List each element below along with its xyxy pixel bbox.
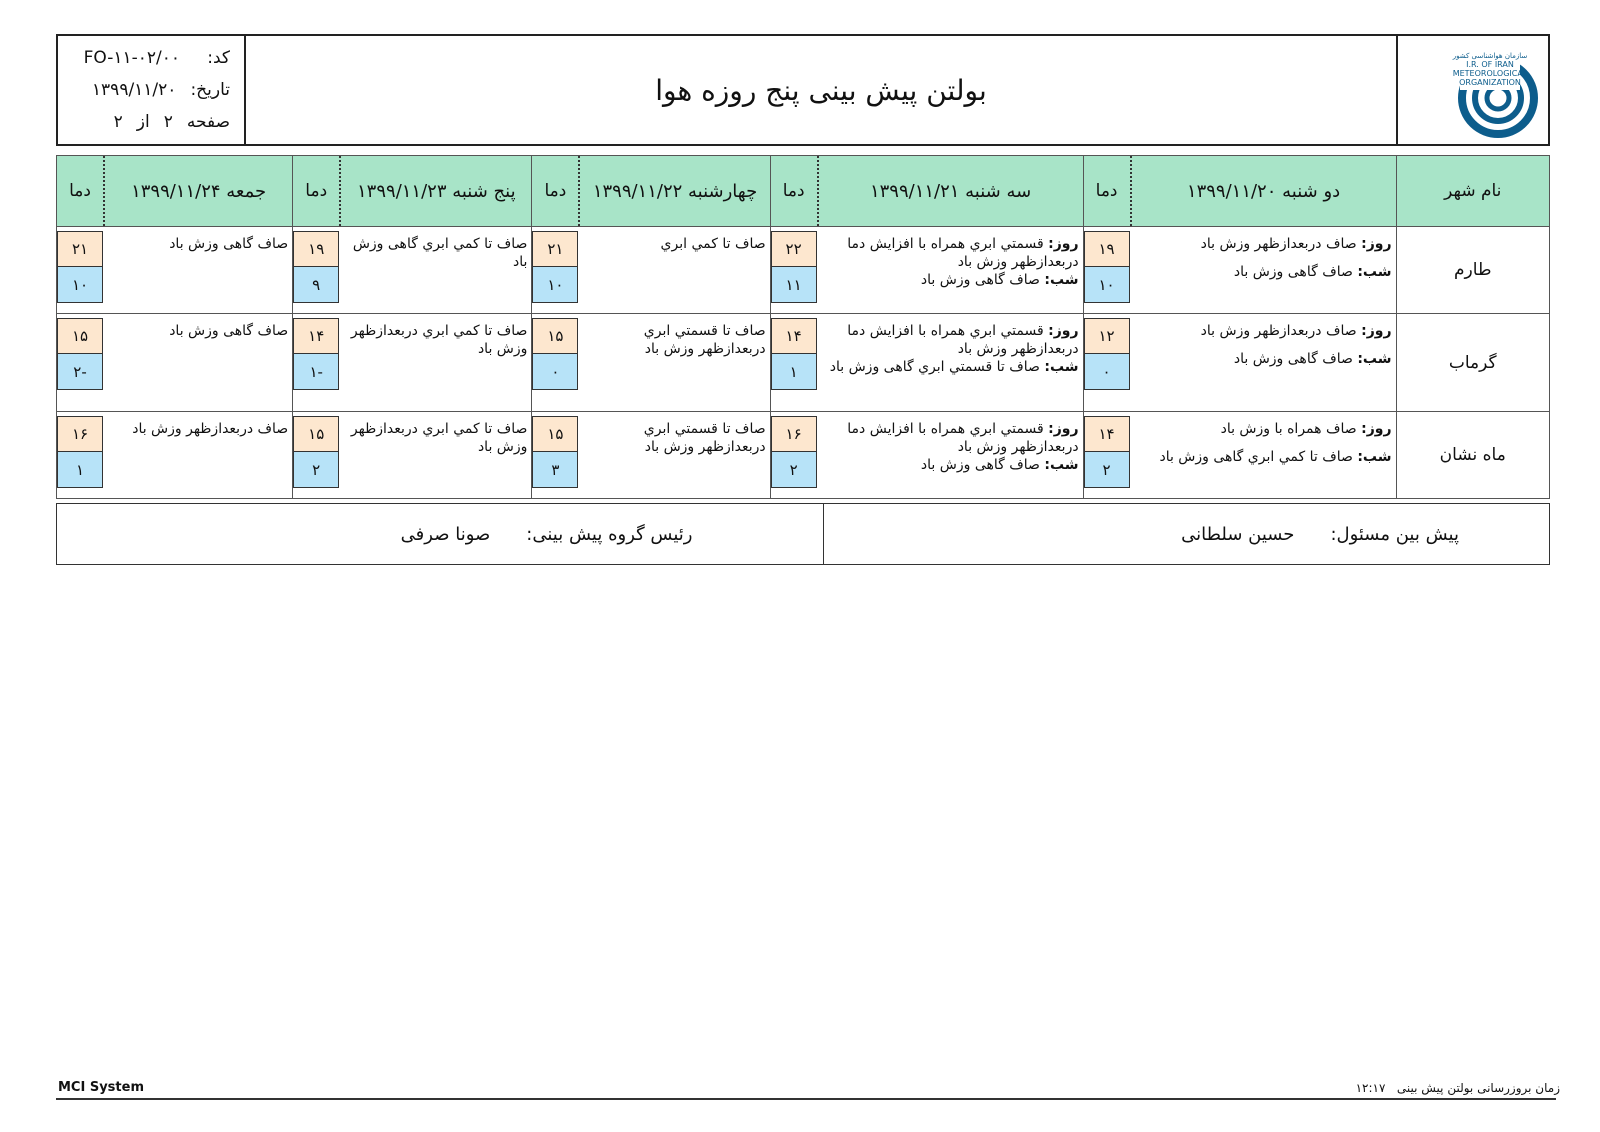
night-label: شب:	[1044, 359, 1079, 375]
forecast-cell	[770, 412, 1083, 498]
temperature-box	[57, 412, 103, 498]
forecast-cell	[292, 314, 531, 411]
temperature-box	[293, 412, 339, 498]
forecast-text	[817, 227, 1083, 313]
night-label: شب:	[1357, 351, 1392, 367]
temperature-box	[771, 314, 817, 411]
min-temp: ۰	[532, 354, 578, 390]
temp-header: دما	[771, 156, 819, 226]
temperature-box	[293, 227, 339, 313]
forecast-text: صاف تا كمي ابري دربعدازظهر وزش باد	[350, 323, 528, 357]
day-forecast: قسمتي ابري همراه با افزايش دما دربعدازظهر وزش باد	[847, 421, 1079, 455]
forecast-cell	[1083, 412, 1396, 498]
temp-header: دما	[293, 156, 341, 226]
temperature-box	[532, 412, 578, 498]
max-temp: ۲۲	[771, 231, 817, 267]
code-row	[58, 42, 230, 74]
day-label: روز:	[1048, 236, 1079, 252]
bulletin-header	[56, 34, 1550, 146]
day-label: روز:	[1048, 421, 1079, 437]
forecast-text: صاف تا كمي ابري گاهی وزش باد	[352, 236, 528, 270]
forecast-cell	[57, 314, 292, 411]
min-temp: ۱۰	[57, 267, 103, 303]
day-date: دو شنبه ۱۳۹۹/۱۱/۲۰	[1186, 180, 1341, 202]
night-forecast: صاف گاهی وزش باد	[1233, 351, 1353, 367]
day-forecast: صاف دربعدازظهر وزش باد	[1200, 323, 1357, 339]
table-row	[57, 412, 1549, 498]
forecast-cell	[531, 314, 769, 411]
min-temp: ۱۰	[1084, 267, 1130, 303]
footer-divider	[56, 1098, 1556, 1100]
city-name: گرماب	[1396, 314, 1549, 411]
forecast-cell	[1083, 227, 1396, 313]
temperature-box	[1084, 412, 1130, 498]
night-label: شب:	[1044, 457, 1079, 473]
night-forecast: صاف گاهی وزش باد	[920, 457, 1040, 473]
temperature-box	[57, 227, 103, 313]
max-temp: ۱۵	[532, 318, 578, 354]
max-temp: ۱۴	[293, 318, 339, 354]
forecast-text	[817, 314, 1083, 411]
temperature-box	[771, 412, 817, 498]
temperature-box	[771, 227, 817, 313]
forecaster-name: حسين سلطانی	[1181, 523, 1295, 545]
max-temp: ۱۲	[1084, 318, 1130, 354]
page-row	[58, 106, 230, 138]
forecast-text: صاف تا كمي ابري	[660, 236, 766, 252]
min-temp: ۱۱	[771, 267, 817, 303]
min-temp: -۲	[57, 354, 103, 390]
page-label: صفحه	[186, 112, 230, 132]
max-temp: ۲۱	[532, 231, 578, 267]
max-temp: ۱۶	[771, 416, 817, 452]
day-forecast: صاف دربعدازظهر وزش باد	[1200, 236, 1357, 252]
day-column-header	[57, 156, 292, 226]
temp-header: دما	[57, 156, 105, 226]
update-label: زمان بروزرسانی بولتن پیش بینی	[1396, 1081, 1560, 1095]
forecast-text: صاف تا قسمتي ابري دربعدازظهر وزش باد	[643, 323, 766, 357]
night-label: شب:	[1357, 264, 1392, 280]
forecast-cell	[770, 227, 1083, 313]
forecast-cell	[57, 227, 292, 313]
table-row	[57, 314, 1549, 412]
temperature-box	[1084, 227, 1130, 313]
forecast-text: صاف تا قسمتي ابري دربعدازظهر وزش باد	[643, 421, 766, 455]
min-temp: -۱	[293, 354, 339, 390]
night-forecast: صاف تا كمي ابري گاهی وزش باد	[1159, 449, 1353, 465]
code-label: کد:	[207, 48, 230, 68]
temp-header: دما	[1084, 156, 1132, 226]
day-column-header	[292, 156, 531, 226]
forecast-cell	[531, 412, 769, 498]
night-label: شب:	[1044, 272, 1079, 288]
forecast-cell	[770, 314, 1083, 411]
min-temp: ۱۰	[532, 267, 578, 303]
forecast-text	[1130, 227, 1396, 313]
date-value: ۱۳۹۹/۱۱/۲۰	[91, 80, 177, 100]
temperature-box	[532, 314, 578, 411]
night-label: شب:	[1357, 449, 1392, 465]
city-name: طارم	[1396, 227, 1549, 313]
forecast-text: صاف گاهی وزش باد	[169, 323, 289, 339]
forecast-text	[1130, 412, 1396, 498]
date-row	[58, 74, 230, 106]
max-temp: ۱۹	[293, 231, 339, 267]
night-forecast: صاف تا قسمتي ابري گاهی وزش باد	[829, 359, 1040, 375]
code-value: FO-۱۱-۰۲/۰۰	[83, 48, 180, 68]
max-temp: ۱۴	[771, 318, 817, 354]
temp-header: دما	[532, 156, 580, 226]
day-date: سه شنبه ۱۳۹۹/۱۱/۲۱	[869, 180, 1032, 202]
forecast-text: صاف دربعدازظهر وزش باد	[132, 421, 289, 437]
head-signature	[57, 504, 823, 564]
meteorological-logo-icon	[1402, 36, 1548, 144]
page-current: ۲	[163, 112, 173, 132]
temperature-box	[57, 314, 103, 411]
table-header-row	[57, 156, 1549, 227]
head-label: رئیس گروه پیش بینی:	[526, 523, 693, 545]
system-name: MCI System	[58, 1080, 144, 1095]
min-temp: ۲	[771, 452, 817, 488]
date-label: تاریخ:	[190, 80, 230, 100]
max-temp: ۲۱	[57, 231, 103, 267]
update-info	[1356, 1081, 1560, 1095]
head-name: صونا صرفی	[400, 523, 491, 545]
day-label: روز:	[1361, 323, 1392, 339]
min-temp: ۹	[293, 267, 339, 303]
logo-text-2: METEOROLOGICAL	[1452, 69, 1528, 78]
forecast-cell	[1083, 314, 1396, 411]
day-label: روز:	[1048, 323, 1079, 339]
forecast-text	[817, 412, 1083, 498]
day-forecast: صاف همراه با وزش باد	[1220, 421, 1357, 437]
organization-logo	[1396, 36, 1548, 144]
logo-text-3: ORGANIZATION	[1459, 78, 1521, 87]
forecast-cell	[57, 412, 292, 498]
forecast-cell	[292, 412, 531, 498]
day-label: روز:	[1361, 421, 1392, 437]
forecast-table	[56, 155, 1550, 499]
forecast-cell	[531, 227, 769, 313]
min-temp: ۱	[57, 452, 103, 488]
night-forecast: صاف گاهی وزش باد	[1233, 264, 1353, 280]
max-temp: ۱۵	[532, 416, 578, 452]
day-column-header	[770, 156, 1083, 226]
forecast-text: صاف گاهی وزش باد	[169, 236, 289, 252]
day-column-header	[1083, 156, 1396, 226]
signature-box	[56, 503, 1550, 565]
page-title: بولتن پیش بینی پنج روزه هوا	[244, 36, 1396, 144]
max-temp: ۱۵	[57, 318, 103, 354]
update-time: ۱۲:۱۷	[1355, 1081, 1386, 1095]
day-date: پنج شنبه ۱۳۹۹/۱۱/۲۳	[357, 180, 516, 202]
temperature-box	[1084, 314, 1130, 411]
logo-text-1: I.R. OF IRAN	[1466, 60, 1514, 69]
forecast-cell	[292, 227, 531, 313]
day-forecast: قسمتي ابري همراه با افزايش دما دربعدازظهر وزش باد	[847, 236, 1079, 270]
temperature-box	[532, 227, 578, 313]
day-forecast: قسمتي ابري همراه با افزايش دما دربعدازظهر وزش باد	[847, 323, 1079, 357]
night-forecast: صاف گاهی وزش باد	[920, 272, 1040, 288]
day-label: روز:	[1361, 236, 1392, 252]
logo-text-fa: سازمان هواشناسی کشور	[1452, 52, 1528, 60]
forecaster-signature	[823, 504, 1550, 564]
min-temp: ۲	[293, 452, 339, 488]
day-column-header	[531, 156, 769, 226]
city-name: ماه نشان	[1396, 412, 1549, 498]
city-column-header: نام شهر	[1396, 156, 1549, 226]
min-temp: ۱	[771, 354, 817, 390]
min-temp: ۰	[1084, 354, 1130, 390]
forecaster-label: پیش بین مسئول:	[1330, 523, 1459, 545]
forecast-text	[1130, 314, 1396, 411]
day-date: جمعه ۱۳۹۹/۱۱/۲۴	[131, 180, 267, 202]
document-meta	[58, 36, 244, 144]
max-temp: ۱۶	[57, 416, 103, 452]
day-date: چهارشنبه ۱۳۹۹/۱۱/۲۲	[592, 180, 758, 202]
max-temp: ۱۹	[1084, 231, 1130, 267]
min-temp: ۳	[532, 452, 578, 488]
min-temp: ۲	[1084, 452, 1130, 488]
temperature-box	[293, 314, 339, 411]
forecast-text: صاف تا كمي ابري دربعدازظهر وزش باد	[350, 421, 528, 455]
page-of: از	[136, 112, 150, 132]
max-temp: ۱۴	[1084, 416, 1130, 452]
max-temp: ۱۵	[293, 416, 339, 452]
page-total: ۲	[113, 112, 123, 132]
table-row	[57, 227, 1549, 314]
